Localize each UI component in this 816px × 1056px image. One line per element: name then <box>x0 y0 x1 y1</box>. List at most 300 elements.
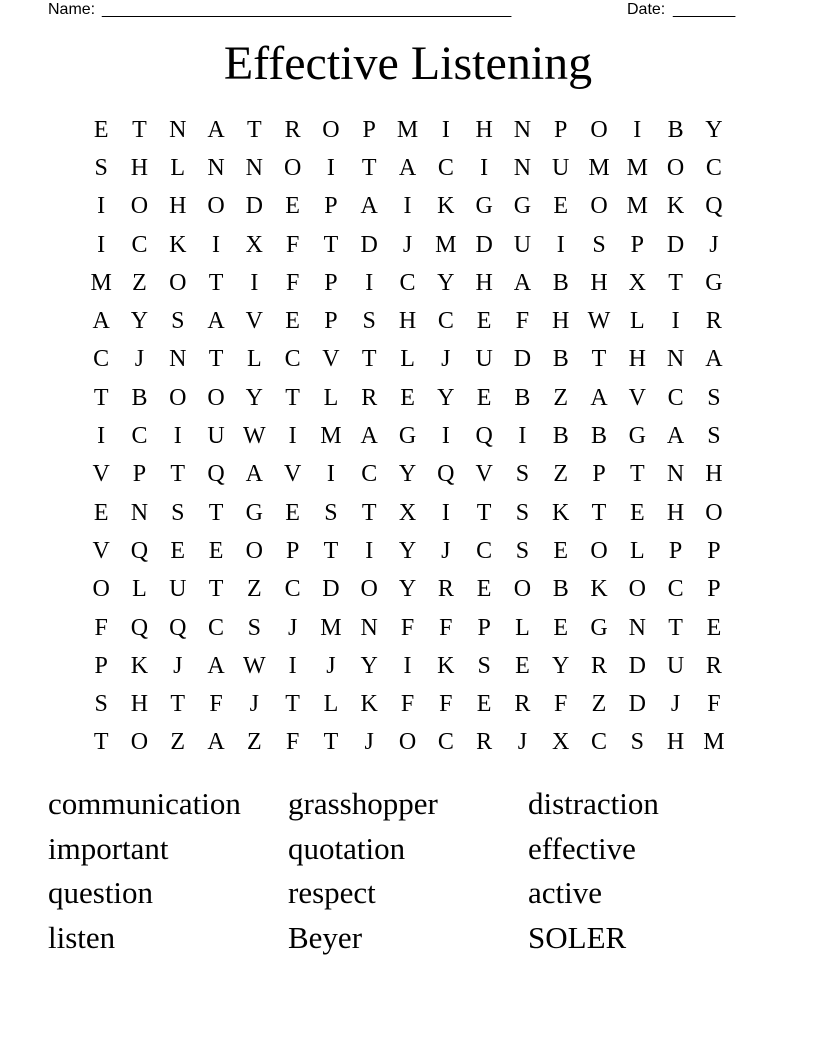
grid-letter: T <box>208 269 224 296</box>
grid-letter: F <box>515 308 530 335</box>
grid-letter: L <box>323 384 339 411</box>
grid-letter: T <box>361 499 377 526</box>
grid-letter: Q <box>130 614 149 641</box>
grid-letter: S <box>247 614 262 641</box>
grid-letter: C <box>667 576 684 603</box>
grid-letter: T <box>208 576 224 603</box>
grid-letter: O <box>705 499 723 526</box>
grid-letter: Z <box>170 729 186 756</box>
grid-letter: H <box>130 154 149 181</box>
word-list-item: quotation <box>288 830 406 866</box>
grid-letter: D <box>628 691 646 718</box>
grid-letter: T <box>93 384 109 411</box>
grid-letter: T <box>170 461 186 488</box>
grid-letter: W <box>243 423 266 450</box>
grid-letter: T <box>361 346 377 373</box>
grid-letter: E <box>553 614 569 641</box>
date-label: Date: <box>627 1 666 18</box>
grid-letter: E <box>170 537 186 564</box>
grid-letter: H <box>590 269 608 296</box>
grid-letter: C <box>399 269 416 296</box>
grid-letter: K <box>552 499 570 526</box>
grid-letter: P <box>554 116 568 143</box>
grid-letter: E <box>285 193 300 220</box>
grid-letter: C <box>131 231 148 258</box>
grid-letter: H <box>475 269 493 296</box>
grid-letter: A <box>207 729 225 756</box>
grid-letter: O <box>590 537 608 564</box>
grid-letter: S <box>477 652 491 679</box>
grid-letter: E <box>553 537 569 564</box>
grid-letter: A <box>666 423 685 450</box>
grid-letter: I <box>403 193 412 220</box>
grid-letter: O <box>628 576 646 603</box>
grid-letter: R <box>705 308 722 335</box>
grid-letter: O <box>207 193 225 220</box>
grid-letter: S <box>171 308 185 335</box>
grid-letter: A <box>207 652 225 679</box>
grid-letter: N <box>130 499 149 526</box>
grid-letter: F <box>285 729 300 756</box>
grid-letter: F <box>209 691 223 718</box>
grid-letter: Z <box>553 461 569 488</box>
grid-letter: A <box>513 269 532 296</box>
grid-letter: F <box>400 691 415 718</box>
grid-letter: I <box>288 423 297 450</box>
grid-letter: O <box>283 154 302 181</box>
grid-letter: S <box>515 537 530 564</box>
grid-letter: I <box>326 461 335 488</box>
grid-letter: U <box>513 231 532 258</box>
grid-letter: E <box>706 614 722 641</box>
grid-letter: W <box>243 652 266 679</box>
grid-letter: E <box>285 308 300 335</box>
grid-letter: L <box>515 614 530 641</box>
grid-letter: G <box>398 423 417 450</box>
grid-letter: Y <box>437 384 455 411</box>
grid-letter: I <box>556 231 565 258</box>
word-list-item: SOLER <box>528 920 627 956</box>
grid-letter: I <box>97 423 106 450</box>
grid-letter: S <box>515 499 530 526</box>
grid-letter: I <box>250 269 259 296</box>
grid-letter: T <box>170 691 186 718</box>
grid-letter: C <box>591 729 608 756</box>
grid-letter: G <box>705 269 723 296</box>
grid-letter: B <box>131 384 148 411</box>
grid-letter: A <box>207 308 225 335</box>
grid-letter: K <box>590 576 608 603</box>
grid-letter: T <box>476 499 492 526</box>
grid-letter: T <box>668 614 683 641</box>
grid-letter: V <box>245 308 263 335</box>
grid-letter: N <box>513 116 532 143</box>
grid-letter: T <box>361 154 377 181</box>
grid-letter: J <box>326 652 336 679</box>
grid-letter: D <box>360 231 378 258</box>
grid-letter: E <box>285 499 300 526</box>
grid-letter: O <box>360 576 378 603</box>
grid-letter: P <box>362 116 376 143</box>
grid-letter: I <box>518 423 527 450</box>
grid-letter: Y <box>245 384 263 411</box>
grid-letter: Y <box>437 269 455 296</box>
grid-letter: Q <box>437 461 455 488</box>
grid-letter: C <box>361 461 378 488</box>
grid-letter: T <box>591 346 607 373</box>
grid-letter: Y <box>360 652 378 679</box>
grid-letter: O <box>666 154 685 181</box>
grid-letter: A <box>92 308 110 335</box>
grid-letter: L <box>132 576 147 603</box>
grid-letter: H <box>475 116 493 143</box>
grid-letter: Q <box>475 423 493 450</box>
grid-letter: P <box>324 308 338 335</box>
grid-letter: M <box>435 231 457 258</box>
grid-letter: T <box>208 499 224 526</box>
grid-letter: B <box>552 346 569 373</box>
grid-letter: M <box>396 116 419 143</box>
grid-letter: J <box>249 691 259 718</box>
grid-letter: B <box>591 423 608 450</box>
grid-letter: Y <box>398 461 417 488</box>
grid-letter: S <box>171 499 185 526</box>
grid-letter: D <box>666 231 685 258</box>
grid-letter: E <box>208 537 224 564</box>
grid-letter: T <box>132 116 147 143</box>
grid-letter: R <box>476 729 493 756</box>
grid-letter: T <box>285 384 300 411</box>
name-label: Name: <box>48 1 96 18</box>
grid-letter: Y <box>398 537 417 564</box>
grid-letter: T <box>247 116 262 143</box>
grid-letter: U <box>666 652 685 679</box>
grid-letter: E <box>476 308 492 335</box>
grid-letter: V <box>92 461 110 488</box>
grid-letter: Y <box>398 576 417 603</box>
grid-letter: K <box>130 652 149 679</box>
grid-letter: F <box>707 691 721 718</box>
grid-letter: O <box>513 576 532 603</box>
grid-letter: E <box>400 384 415 411</box>
grid-letter: Z <box>132 269 147 296</box>
grid-letter: D <box>475 231 493 258</box>
grid-letter: U <box>475 346 493 373</box>
grid-letter: N <box>628 614 646 641</box>
grid-letter: N <box>666 346 685 373</box>
word-list-item: question <box>48 875 154 911</box>
grid-letter: P <box>132 461 147 488</box>
word-list <box>48 782 768 961</box>
grid-letter: G <box>590 614 608 641</box>
grid-letter: P <box>592 461 606 488</box>
grid-letter: O <box>590 116 608 143</box>
grid-letter: L <box>629 537 645 564</box>
grid-letter: R <box>514 691 531 718</box>
grid-letter: N <box>207 154 225 181</box>
grid-letter: H <box>169 193 187 220</box>
grid-letter: P <box>707 537 721 564</box>
grid-letter: L <box>400 346 415 373</box>
grid-letter: C <box>437 729 454 756</box>
grid-letter: V <box>475 461 493 488</box>
grid-letter: M <box>320 614 342 641</box>
grid-letter: J <box>287 614 298 641</box>
grid-letter: G <box>513 193 532 220</box>
grid-letter: X <box>552 729 570 756</box>
grid-letter: I <box>441 116 450 143</box>
grid-letter: B <box>552 269 569 296</box>
grid-letter: N <box>169 116 187 143</box>
grid-letter: Q <box>207 461 225 488</box>
grid-letter: F <box>285 269 300 296</box>
grid-letter: T <box>668 269 683 296</box>
word-list-item: Beyer <box>288 920 363 956</box>
grid-letter: M <box>90 269 112 296</box>
grid-letter: H <box>666 499 685 526</box>
grid-letter: R <box>437 576 454 603</box>
grid-letter: C <box>131 423 148 450</box>
grid-letter: I <box>633 116 642 143</box>
grid-letter: I <box>97 231 106 258</box>
grid-letter: I <box>326 154 335 181</box>
grid-letter: S <box>630 729 644 756</box>
grid-letter: S <box>94 691 108 718</box>
grid-letter: J <box>402 231 413 258</box>
grid-letter: X <box>398 499 417 526</box>
grid-letter: H <box>705 461 723 488</box>
grid-letter: C <box>93 346 110 373</box>
grid-letter: H <box>398 308 417 335</box>
grid-letter: K <box>437 652 455 679</box>
grid-letter: E <box>476 384 492 411</box>
grid-letter: B <box>667 116 684 143</box>
grid-letter: O <box>245 537 263 564</box>
grid-letter: I <box>365 537 374 564</box>
page-title: Effective Listening <box>223 37 593 90</box>
grid-letter: Q <box>169 614 187 641</box>
grid-letter: V <box>322 346 340 373</box>
word-list-item: important <box>48 830 169 866</box>
grid-letter: P <box>477 614 491 641</box>
grid-letter: I <box>671 308 680 335</box>
grid-letter: E <box>93 499 109 526</box>
grid-letter: G <box>245 499 263 526</box>
grid-letter: K <box>169 231 187 258</box>
grid-letter: F <box>439 691 453 718</box>
grid-letter: L <box>170 154 186 181</box>
word-list-item: communication <box>48 786 241 821</box>
grid-letter: H <box>552 308 570 335</box>
grid-letter: P <box>324 193 338 220</box>
grid-letter: S <box>707 423 721 450</box>
grid-letter: I <box>97 193 106 220</box>
grid-letter: C <box>476 537 493 564</box>
grid-letter: K <box>437 193 455 220</box>
grid-letter: S <box>362 308 376 335</box>
grid-letter: E <box>553 193 569 220</box>
grid-letter: B <box>552 423 569 450</box>
grid-letter: P <box>94 652 108 679</box>
grid-letter: C <box>667 384 684 411</box>
grid-letter: J <box>670 691 681 718</box>
grid-letter: X <box>245 231 263 258</box>
grid-letter: N <box>513 154 532 181</box>
grid-letter: A <box>360 193 378 220</box>
grid-letter: E <box>476 576 492 603</box>
grid-letter: J <box>441 537 451 564</box>
grid-letter: M <box>320 423 342 450</box>
grid-letter: O <box>398 729 417 756</box>
grid-letter: V <box>283 461 302 488</box>
grid-letter: O <box>590 193 608 220</box>
grid-letter: S <box>592 231 606 258</box>
grid-letter: A <box>360 423 378 450</box>
grid-letter: Y <box>130 308 149 335</box>
grid-letter: E <box>476 691 492 718</box>
grid-letter: P <box>630 231 644 258</box>
grid-letter: C <box>208 614 225 641</box>
grid-letter: O <box>322 116 340 143</box>
grid-letter: I <box>441 423 450 450</box>
grid-letter: J <box>517 729 528 756</box>
grid-letter: N <box>169 346 187 373</box>
grid-letter: H <box>628 346 646 373</box>
grid-letter: K <box>666 193 685 220</box>
grid-letter: T <box>323 729 339 756</box>
grid-letter: L <box>247 346 262 373</box>
grid-letter: J <box>173 652 183 679</box>
grid-letter: D <box>513 346 532 373</box>
grid-letter: M <box>626 193 648 220</box>
grid-letter: Q <box>705 193 723 220</box>
grid-letter: P <box>668 537 683 564</box>
grid-letter: A <box>398 154 417 181</box>
letter-grid <box>82 111 733 762</box>
grid-letter: C <box>284 576 301 603</box>
grid-letter: J <box>441 346 451 373</box>
grid-letter: F <box>285 231 300 258</box>
name-blank: ______________________________________________ <box>102 1 512 18</box>
grid-letter: I <box>365 269 374 296</box>
grid-letter: S <box>94 154 108 181</box>
grid-letter: A <box>590 384 608 411</box>
grid-letter: O <box>207 384 225 411</box>
grid-letter: N <box>360 614 378 641</box>
grid-letter: S <box>707 384 721 411</box>
word-list-item: grasshopper <box>288 786 438 821</box>
grid-letter: R <box>591 652 608 679</box>
grid-letter: I <box>441 499 450 526</box>
grid-letter: A <box>705 346 723 373</box>
grid-letter: B <box>552 576 569 603</box>
grid-letter: D <box>628 652 646 679</box>
grid-letter: G <box>475 193 493 220</box>
grid-letter: Z <box>247 729 262 756</box>
grid-letter: E <box>629 499 645 526</box>
grid-letter: M <box>703 729 725 756</box>
grid-letter: O <box>169 269 187 296</box>
grid-letter: S <box>324 499 338 526</box>
grid-letter: Z <box>247 576 262 603</box>
date-blank: _______ <box>673 1 736 18</box>
grid-letter: Y <box>552 652 570 679</box>
grid-letter: Z <box>553 384 569 411</box>
grid-letter: O <box>130 193 149 220</box>
grid-letter: I <box>288 652 297 679</box>
grid-letter: K <box>360 691 378 718</box>
word-list-item: distraction <box>528 786 659 821</box>
grid-letter: M <box>588 154 610 181</box>
grid-letter: T <box>93 729 109 756</box>
grid-letter: V <box>628 384 646 411</box>
grid-letter: U <box>169 576 187 603</box>
grid-letter: R <box>284 116 301 143</box>
grid-letter: H <box>130 691 149 718</box>
grid-letter: V <box>92 537 110 564</box>
header-line <box>48 0 748 20</box>
grid-letter: I <box>480 154 489 181</box>
grid-letter: F <box>94 614 108 641</box>
grid-letter: P <box>324 269 338 296</box>
word-list-item: respect <box>288 875 376 911</box>
grid-letter: T <box>285 691 300 718</box>
grid-letter: U <box>552 154 570 181</box>
grid-letter: C <box>437 154 454 181</box>
grid-letter: O <box>92 576 110 603</box>
grid-letter: J <box>709 231 719 258</box>
grid-letter: C <box>705 154 722 181</box>
grid-letter: W <box>587 308 611 335</box>
grid-letter: I <box>173 423 182 450</box>
grid-letter: S <box>515 461 530 488</box>
grid-letter: O <box>130 729 149 756</box>
grid-letter: P <box>707 576 721 603</box>
grid-letter: C <box>437 308 454 335</box>
word-list-item: active <box>528 875 603 911</box>
grid-letter: I <box>403 652 412 679</box>
grid-letter: U <box>207 423 225 450</box>
grid-letter: I <box>212 231 221 258</box>
grid-letter: R <box>361 384 378 411</box>
grid-letter: Z <box>591 691 607 718</box>
grid-letter: L <box>629 308 645 335</box>
grid-letter: Q <box>130 537 149 564</box>
grid-letter: H <box>666 729 685 756</box>
grid-letter: L <box>323 691 339 718</box>
grid-letter: D <box>322 576 340 603</box>
grid-letter: G <box>628 423 646 450</box>
grid-letter: O <box>169 384 187 411</box>
grid-letter: T <box>323 231 339 258</box>
grid-letter: J <box>364 729 374 756</box>
grid-letter: F <box>554 691 568 718</box>
grid-letter: A <box>245 461 263 488</box>
grid-letter: D <box>245 193 263 220</box>
grid-letter: R <box>705 652 722 679</box>
word-list-item: effective <box>528 830 636 866</box>
grid-letter: N <box>245 154 263 181</box>
grid-letter: B <box>514 384 531 411</box>
grid-letter: N <box>666 461 685 488</box>
grid-letter: C <box>284 346 301 373</box>
grid-letter: T <box>323 537 339 564</box>
grid-letter: J <box>134 346 145 373</box>
grid-letter: E <box>515 652 530 679</box>
grid-letter: F <box>400 614 415 641</box>
grid-letter: X <box>628 269 646 296</box>
grid-letter: A <box>207 116 225 143</box>
